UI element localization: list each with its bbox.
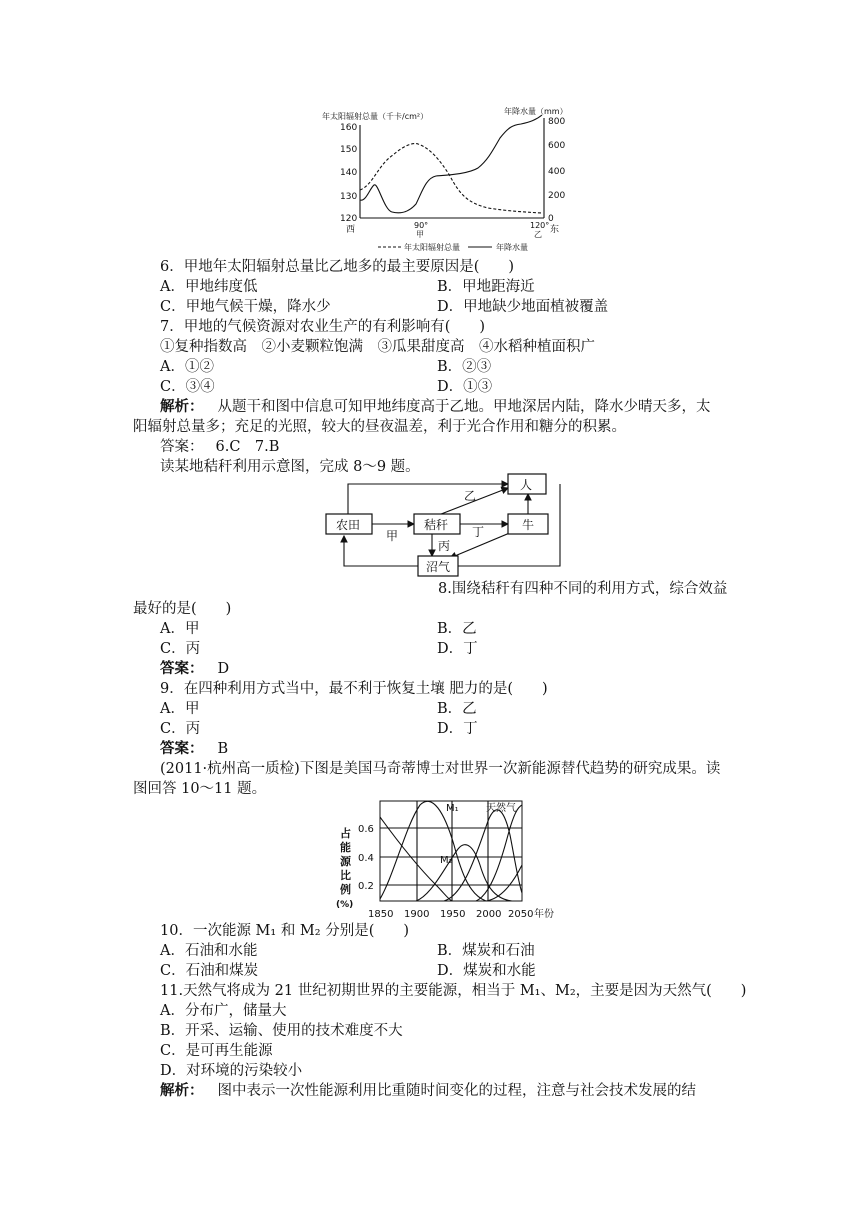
option-8d: D．丁 [437,641,478,657]
precipitation-curve [360,115,542,213]
option-11b: B．开采、运输、使用的技术难度不大 [160,1023,403,1039]
option-8c: C．丙 [160,641,201,657]
option-6b: B．甲地距海近 [437,279,535,295]
edge-label-bing: 丙 [438,539,451,553]
label-gas: 天然气 [486,803,516,814]
left-tick: 140 [340,168,358,178]
right-tick: 200 [548,191,566,201]
question-9-stem: 9．在四种利用方式当中，最不利于恢复土壤 肥力的是( ) [160,681,548,697]
option-9a: A．甲 [160,701,200,717]
right-tick: 0 [548,214,554,224]
option-11c: C．是可再生能源 [160,1043,273,1059]
option-7b: B．②③ [437,359,492,375]
option-11a: A．分布广，储量大 [160,1003,287,1019]
answer-8 [160,659,229,679]
x-tick-90: 90° [414,221,429,230]
straw-use-diagram [322,470,572,580]
left-axis-ticks [340,123,357,224]
answer-label: 答案： [160,439,204,455]
intro-10-11-line1: (2011·杭州高一质检)下图是美国马奇蒂博士对世界一次新能源替代趋势的研究成果。读 [160,761,721,777]
option-11d: D．对环境的污染较小 [160,1063,303,1079]
option-6d: D．甲地缺少地面植被覆盖 [437,299,609,315]
x-tick-90-place: 甲 [416,230,424,239]
y-tick: 0.4 [358,853,374,864]
answer-9 [160,739,228,759]
option-7c: C．③④ [160,379,215,395]
curve-gas [444,810,522,901]
answer-value: D [217,661,230,677]
analysis-label: 解析： [160,398,204,415]
x-tick: 1900 [404,909,430,920]
answer-value: B [217,741,229,757]
analysis-1-line1 [160,397,711,417]
option-9c: C．丙 [160,721,201,737]
analysis-text: 从题干和图中信息可知甲地纬度高于乙地。甲地深居内陆，降水少晴天多，太 [217,399,711,415]
right-tick: 800 [548,117,566,127]
left-tick: 160 [340,123,358,133]
label-m1: M₁ [446,803,459,814]
y-label-char: 例 [340,883,351,896]
analysis-2-line1 [160,1081,696,1101]
option-9d: D．丁 [437,721,478,737]
x-tick-120: 120° [530,221,550,230]
node-jiegan: 秸秆 [424,518,449,532]
x-tick-120-place: 乙 [534,230,542,239]
edge-label-ding: 丁 [472,525,485,539]
question-8-stem-1: 8.围绕秸秆有四种不同的利用方式，综合效益 [438,581,728,597]
question-7-items: ①复种指数高 ②小麦颗粒饱满 ③瓜果甜度高 ④水稻种植面积广 [160,339,595,355]
option-10a: A．石油和水能 [160,943,258,959]
answer-6-7 [160,437,279,457]
option-10d: D．煤炭和水能 [437,963,536,979]
question-7-stem: 7．甲地的气候资源对农业生产的有利影响有( ) [160,319,486,335]
energy-share-chart [336,795,576,921]
option-10c: C．石油和煤炭 [160,963,259,979]
node-zhaoqi: 沼气 [426,560,451,574]
answer-value: 6.C 7.B [215,439,280,455]
node-ren: 人 [520,478,533,492]
right-tick: 400 [548,167,566,177]
question-6-stem: 6．甲地年太阳辐射总量比乙地多的最主要原因是( ) [160,259,515,275]
y-tick: 0.2 [358,881,374,892]
answer-label: 答案： [160,660,204,677]
right-tick: 600 [548,141,566,151]
option-7d: D．①③ [437,379,493,395]
left-axis-title: 年太阳辐射总量（千卡/cm²） [322,112,429,121]
x-unit: 年份 [534,909,554,920]
x-tick: 1950 [440,909,466,920]
curve-new-1 [476,805,522,901]
intro-8-9: 读某地秸秆利用示意图，完成 8～9 题。 [160,459,420,475]
edge-label-yi: 乙 [464,489,477,503]
analysis-text: 图中表示一次性能源利用比重随时间变化的过程，注意与社会技术发展的结 [217,1083,696,1099]
option-8a: A．甲 [160,621,200,637]
x-east-label: 东 [550,225,560,235]
intro-10-11-line2: 图回答 10～11 题。 [133,781,267,797]
y-tick: 0.6 [358,824,374,835]
left-tick: 120 [340,214,358,224]
edge-label-jia: 甲 [386,529,399,543]
option-7a: A．①② [160,359,214,375]
node-nongtian: 农田 [336,518,361,532]
option-6c: C．甲地气候干燥，降水少 [160,299,331,315]
question-11-stem: 11.天然气将成为 21 世纪初期世界的主要能源，相当于 M₁、M₂，主要是因为天然气( ) [160,983,747,999]
left-tick: 150 [340,145,358,155]
x-tick: 2050 [508,909,534,920]
analysis-label: 解析： [160,1082,204,1099]
y-label-char: 源 [340,855,351,868]
legend-radiation: 年太阳辐射总量 [404,243,460,252]
legend-precipitation: 年降水量 [496,243,528,252]
option-6a: A．甲地纬度低 [160,279,258,295]
option-8b: B．乙 [437,621,477,637]
right-axis-title: 年降水量（mm） [504,107,568,116]
right-axis-ticks [548,117,565,224]
left-tick: 130 [340,192,358,202]
curve-m2-oil [416,845,512,901]
answer-label: 答案： [160,740,204,757]
y-label-char: 能 [340,841,351,854]
y-label-char: 比 [340,869,351,882]
x-tick: 1850 [368,909,394,920]
x-tick: 2000 [476,909,502,920]
option-9b: B．乙 [437,701,477,717]
question-10-stem: 10．一次能源 M₁ 和 M₂ 分别是( ) [160,923,410,939]
node-niu: 牛 [522,518,535,532]
label-m2: M₂ [440,855,453,866]
y-label-char: (%) [336,900,354,910]
radiation-precipitation-chart [318,100,578,255]
question-8-stem-2: 最好的是( ) [133,601,232,617]
y-label-char: 占 [340,827,351,840]
radiation-curve [360,143,542,213]
option-10b: B．煤炭和石油 [437,943,535,959]
x-west-label: 西 [346,225,356,235]
analysis-1-line2: 阳辐射总量多；充足的光照，较大的昼夜温差，利于光合作用和糖分的积累。 [133,419,626,435]
